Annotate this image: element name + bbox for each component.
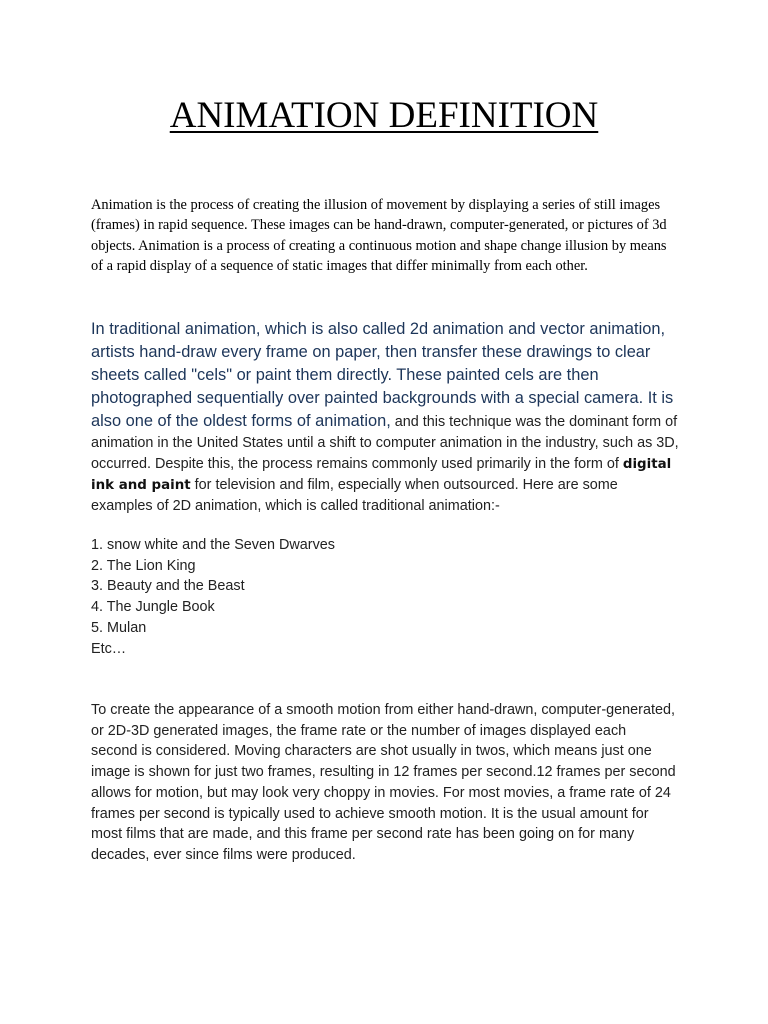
list-item: 1. snow white and the Seven Dwarves: [91, 537, 335, 553]
list-item: 4. The Jungle Book: [91, 599, 215, 616]
intro-paragraph: Animation is the process of creating the illusion of movement by displaying a series of still images (frames) in rapid sequence. These images can be hand-drawn, computer-generated, or pictures of 3d objects. Animation is a process of creating a continuous motion and shape change illusion by means of a rapid display of a sequence of static images that differ minimally from each other.: [91, 197, 667, 275]
examples-list: [91, 535, 681, 659]
list-item: Etc…: [91, 640, 127, 657]
traditional-continuation-text: and this technique was the dominant form of animation in the United States until a shift to computer animation in the industry, such as 3D, occurred. Despite this, the process remains commonly used primarily in the form of: [91, 414, 679, 472]
page-title-text: ANIMATION DEFINITION: [169, 95, 599, 136]
list-item: 2. The Lion King: [91, 557, 196, 574]
list-item: 5. Mulan: [91, 619, 147, 636]
traditional-lead-text: In traditional animation, which is also called 2d animation and vector animation, artists hand-draw every frame on paper, then transfer these drawings to clear sheets called "cels" or paint them directly. These painted cels are then photographed sequentially over painted backgrounds with a special camera. It is also one of the oldest forms of animation,: [91, 320, 674, 430]
traditional-tail-text: for television and film, especially when outsourced. Here are some examples of 2D animation, which is called traditional animation:-: [91, 477, 618, 514]
digital-ink-bold-phrase: digital ink and paint: [91, 457, 672, 493]
list-item: 3. Beauty and the Beast: [91, 578, 245, 595]
traditional-animation-paragraph: [91, 318, 681, 517]
frame-rate-paragraph: To create the appearance of a smooth motion from either hand-drawn, computer-generated, or 2D-3D generated images, the frame rate or the number of images displayed each second is considered. Moving characters are shot usually in twos, which means just one image is shown for just two frames, resulting in 12 frames per second.12 frames per second allows for motion, but may look very choppy in movies. For most movies, a frame rate of 24 frames per second is typically used to achieve smooth motion. It is the usual amount for most films that are made, and this frame per second rate has been going on for many decades, ever since films were produced.: [91, 702, 676, 863]
page-title: [0, 92, 768, 140]
